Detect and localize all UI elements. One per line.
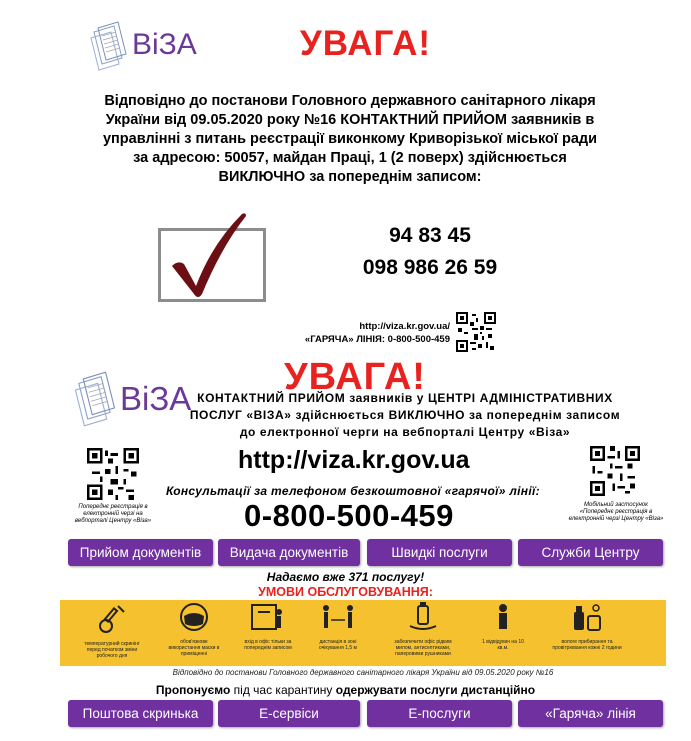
button-center-services[interactable]: Служби Центру	[518, 539, 663, 566]
condition-caption: обов'язкове використання маски в приміщенні	[168, 639, 220, 657]
button-quick-services[interactable]: Швидкі послуги	[367, 539, 512, 566]
hotline-number[interactable]: 0-800-500-459	[244, 498, 454, 533]
services-count: Надаємо вже 371 послугу!	[266, 570, 425, 584]
poster-warning-title: УВАГА!	[284, 356, 426, 398]
condition-item	[476, 602, 530, 651]
contacts-small	[240, 320, 450, 346]
remote-offer	[0, 683, 691, 697]
condition-caption: дистанція в зоні очікування 1,5 м	[319, 639, 357, 651]
thermometer-icon	[96, 602, 128, 634]
button-receive-documents[interactable]: Прийом документів	[68, 539, 213, 566]
phone-landline[interactable]: 94 83 45	[389, 224, 471, 247]
condition-item	[308, 602, 368, 651]
website-link[interactable]: http://viza.kr.gov.ua	[238, 446, 470, 474]
condition-item	[164, 602, 224, 657]
checkmark-icon	[170, 210, 250, 300]
notice-line: за адресою: 50057, майдан Праці, 1 (2 поверх) здійснюється	[133, 150, 567, 166]
viza-logo-poster	[72, 370, 191, 428]
button-e-services[interactable]: Е-сервіси	[218, 700, 360, 727]
qr-app-text: «Попереднє реєстрація в електронній черзі Центру «Віза»	[568, 509, 664, 522]
condition-caption: забезпечити офіс рідким милом, антисептиками, паперовими рушниками	[394, 639, 452, 657]
footnote: Відповідно до постанови Головного державного санітарного лікаря України від 09.05.2020 року №16	[172, 668, 554, 677]
mask-icon	[177, 602, 211, 632]
qr-web-caption: Попереднє реєстрація в електронній черзі на вебпорталі Центру «Віза»	[74, 504, 152, 524]
condition-caption: 1 відвідувач на 10 кв.м.	[482, 639, 524, 651]
queue-icon	[250, 602, 286, 632]
qr-code-app[interactable]	[590, 446, 640, 501]
button-issue-documents[interactable]: Видача документів	[218, 539, 360, 566]
button-e-poslugy[interactable]: Е-послуги	[367, 700, 512, 727]
notice-line: ВИКЛЮЧНО за попереднім записом:	[218, 169, 482, 185]
condition-item	[238, 602, 298, 651]
notice-line: України від 09.05.2020 року №16 КОНТАКТНИЙ ПРИЙОМ заявників в	[105, 112, 595, 128]
offer-bold-1: Пропонуємо	[155, 683, 231, 697]
consult-text: Консультації за телефоном безкоштовної «гарячої» лінії:	[166, 484, 540, 498]
one-visitor-icon	[488, 602, 518, 632]
notice-text	[60, 92, 640, 187]
qr-app-caption	[566, 502, 666, 523]
phone-mobile[interactable]: 098 986 26 59	[362, 256, 498, 279]
offer-mid: під час карантину	[233, 683, 333, 697]
warning-title: УВАГА!	[299, 24, 432, 63]
qr-code-top	[456, 312, 496, 357]
button-hotline[interactable]: «Гаряча» лінія	[518, 700, 663, 727]
qr-code-web[interactable]	[87, 448, 139, 505]
notice-line: Відповідно до постанови Головного державного санітарного лікаря	[104, 93, 596, 109]
poster-notice	[180, 390, 630, 441]
notice-line: управлінні з питань реєстрації виконкому Криворізької міської ради	[102, 131, 598, 147]
qr-app-title: Мобільний застосунок	[584, 502, 648, 508]
cleaning-icon	[570, 602, 604, 632]
website-link-small[interactable]: http://viza.kr.gov.ua/	[359, 321, 450, 332]
condition-item	[386, 602, 460, 657]
offer-bold-2: одержувати послуги дистанційно	[335, 683, 536, 697]
phone-numbers	[330, 220, 530, 284]
condition-caption: вологе прибирання та провітрювання кожні 2 години	[552, 639, 622, 651]
condition-caption: температурний скринінг перед початком зміни робочого дня	[84, 641, 140, 659]
poster-notice-line: КОНТАКТНИЙ ПРИЙОМ заявників у ЦЕНТРІ АДМІНІСТРАТИВНИХ	[197, 391, 613, 405]
logo-wordmark: ВіЗА	[132, 28, 197, 61]
poster-notice-line: ПОСЛУГ «ВІЗА» здійснюється ВИКЛЮЧНО за попереднім записом	[189, 408, 621, 422]
hotline-small: «ГАРЯЧА» ЛІНІЯ: 0-800-500-459	[304, 334, 450, 345]
distance-icon	[318, 602, 358, 632]
poster-notice-line: до електронної черги на вебпорталі Центру «Віза»	[239, 425, 571, 439]
logo-wordmark: ВіЗА	[120, 380, 192, 417]
condition-item	[552, 602, 622, 651]
button-mailbox[interactable]: Поштова скринька	[68, 700, 213, 727]
condition-caption: вхід в офіс тільки за попереднім записом	[244, 639, 292, 651]
hand-wash-icon	[406, 602, 440, 632]
conditions-title: УМОВИ ОБСЛУГОВУВАННЯ:	[258, 585, 433, 599]
condition-item	[82, 602, 142, 659]
